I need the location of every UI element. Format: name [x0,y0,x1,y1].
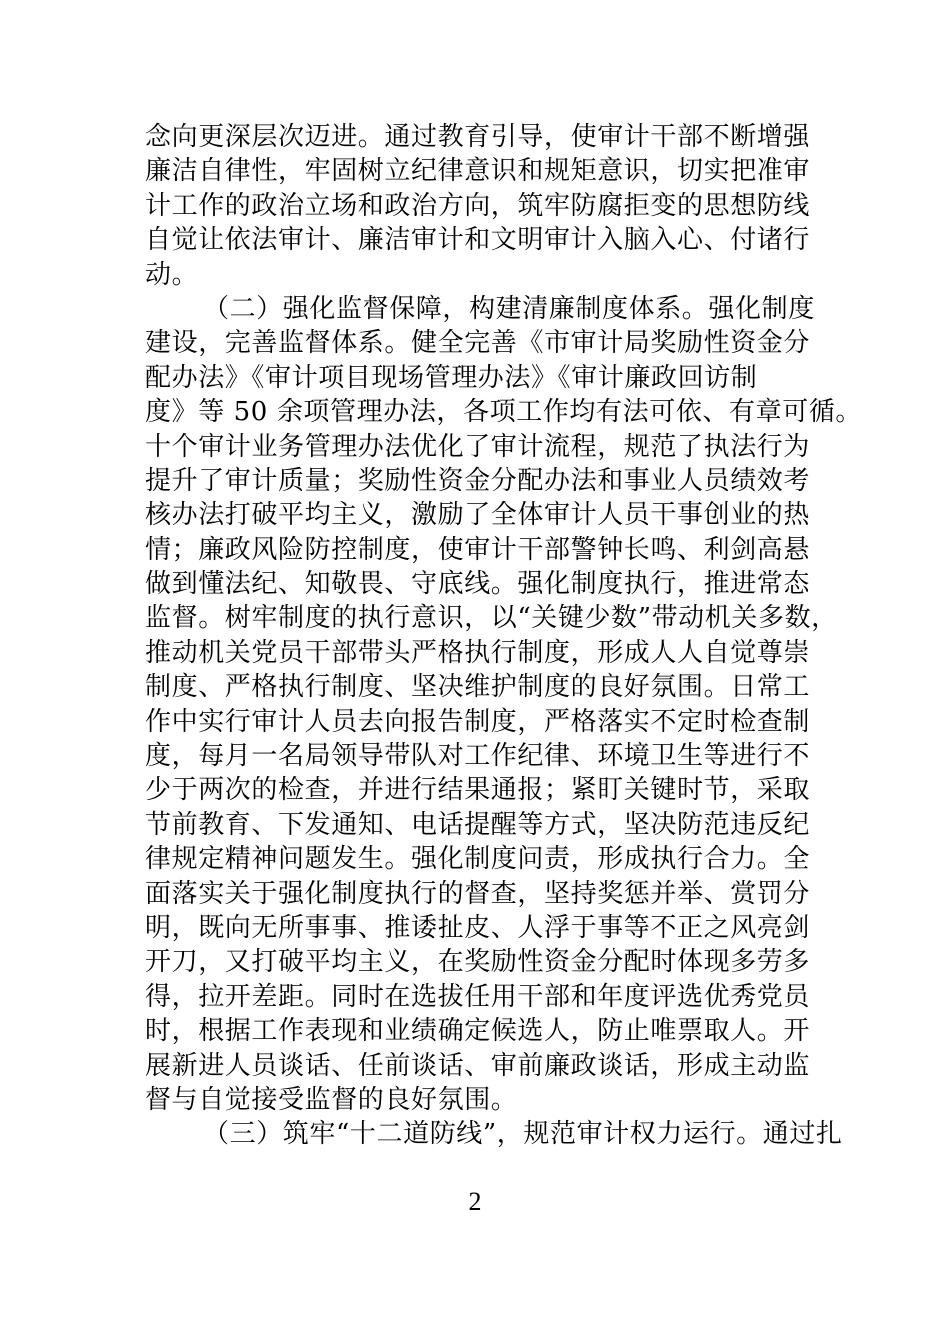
section-heading-line: （三）筑牢“十二道防线”，规范审计权力运行。通过扎 [203,1119,843,1150]
text-line: 提升了审计质量；奖励性资金分配办法和事业人员绩效考 [145,465,811,496]
text-line: 展新进人员谈话、任前谈话、审前廉政谈话，形成主动监 [145,1050,811,1081]
text-line: 监督。树牢制度的执行意识，以“关键少数”带动机关多数， [145,603,838,634]
page-number: 2 [468,1187,482,1216]
text-line: 自觉让依法审计、廉洁审计和文明审计入脑入心、付诸行 [145,225,811,256]
text-line: 推动机关党员干部带头严格执行制度，形成人人自觉尊崇 [145,637,811,668]
body-text [145,120,863,1152]
text-line: 时，根据工作表现和业绩确定候选人，防止唯票取人。开 [145,1016,811,1047]
text-line: 配办法》《审计项目现场管理办法》《审计廉政回访制 [145,362,758,393]
text-line: 度》等 50 余项管理办法，各项工作均有法可依、有章可循。 [145,397,863,428]
text-line: 面落实关于强化制度执行的督查，坚持奖惩并举、赏罚分 [145,878,811,909]
text-line: 督与自觉接受监督的良好氛围。 [145,1084,518,1115]
text-line: 节前教育、下发通知、电话提醒等方式，坚决防范违反纪 [145,809,811,840]
text-line: 动。 [145,259,199,290]
text-line: 明，既向无所事事、推诿扯皮、人浮于事等不正之风亮剑 [145,912,811,943]
text-line: 律规定精神问题发生。强化制度问责，形成执行合力。全 [145,844,811,875]
text-line: 制度、严格执行制度、坚决维护制度的良好氛围。日常工 [145,672,811,703]
text-line: 建设，完善监督体系。健全完善《市审计局奖励性资金分 [145,328,811,359]
text-line: 念向更深层次迈进。通过教育引导，使审计干部不断增强 [145,122,811,152]
text-line: 计工作的政治立场和政治方向，筑牢防腐拒变的思想防线 [145,190,811,221]
text-line: 作中实行审计人员去向报告制度，严格落实不定时检查制 [145,706,811,737]
text-line: 得，拉开差距。同时在选拔任用干部和年度评选优秀党员 [145,981,811,1012]
section-heading-line: （二）强化监督保障，构建清廉制度体系。强化制度 [203,293,815,324]
text-line: 开刀，又打破平均主义，在奖励性资金分配时体现多劳多 [145,947,811,978]
text-line: 情；廉政风险防控制度，使审计干部警钟长鸣、利剑高悬 [145,534,811,565]
text-line: 十个审计业务管理办法优化了审计流程，规范了执法行为 [145,431,811,462]
text-line: 核办法打破平均主义，激励了全体审计人员干事创业的热 [145,500,811,531]
text-line: 廉洁自律性，牢固树立纪律意识和规矩意识，切实把准审 [145,156,811,187]
text-line: 少于两次的检查，并进行结果通报；紧盯关键时节，采取 [145,775,811,806]
text-line: 做到懂法纪、知敬畏、守底线。强化制度执行，推进常态 [145,569,811,600]
text-line: 度，每月一名局领导带队对工作纪律、环境卫生等进行不 [145,741,811,772]
